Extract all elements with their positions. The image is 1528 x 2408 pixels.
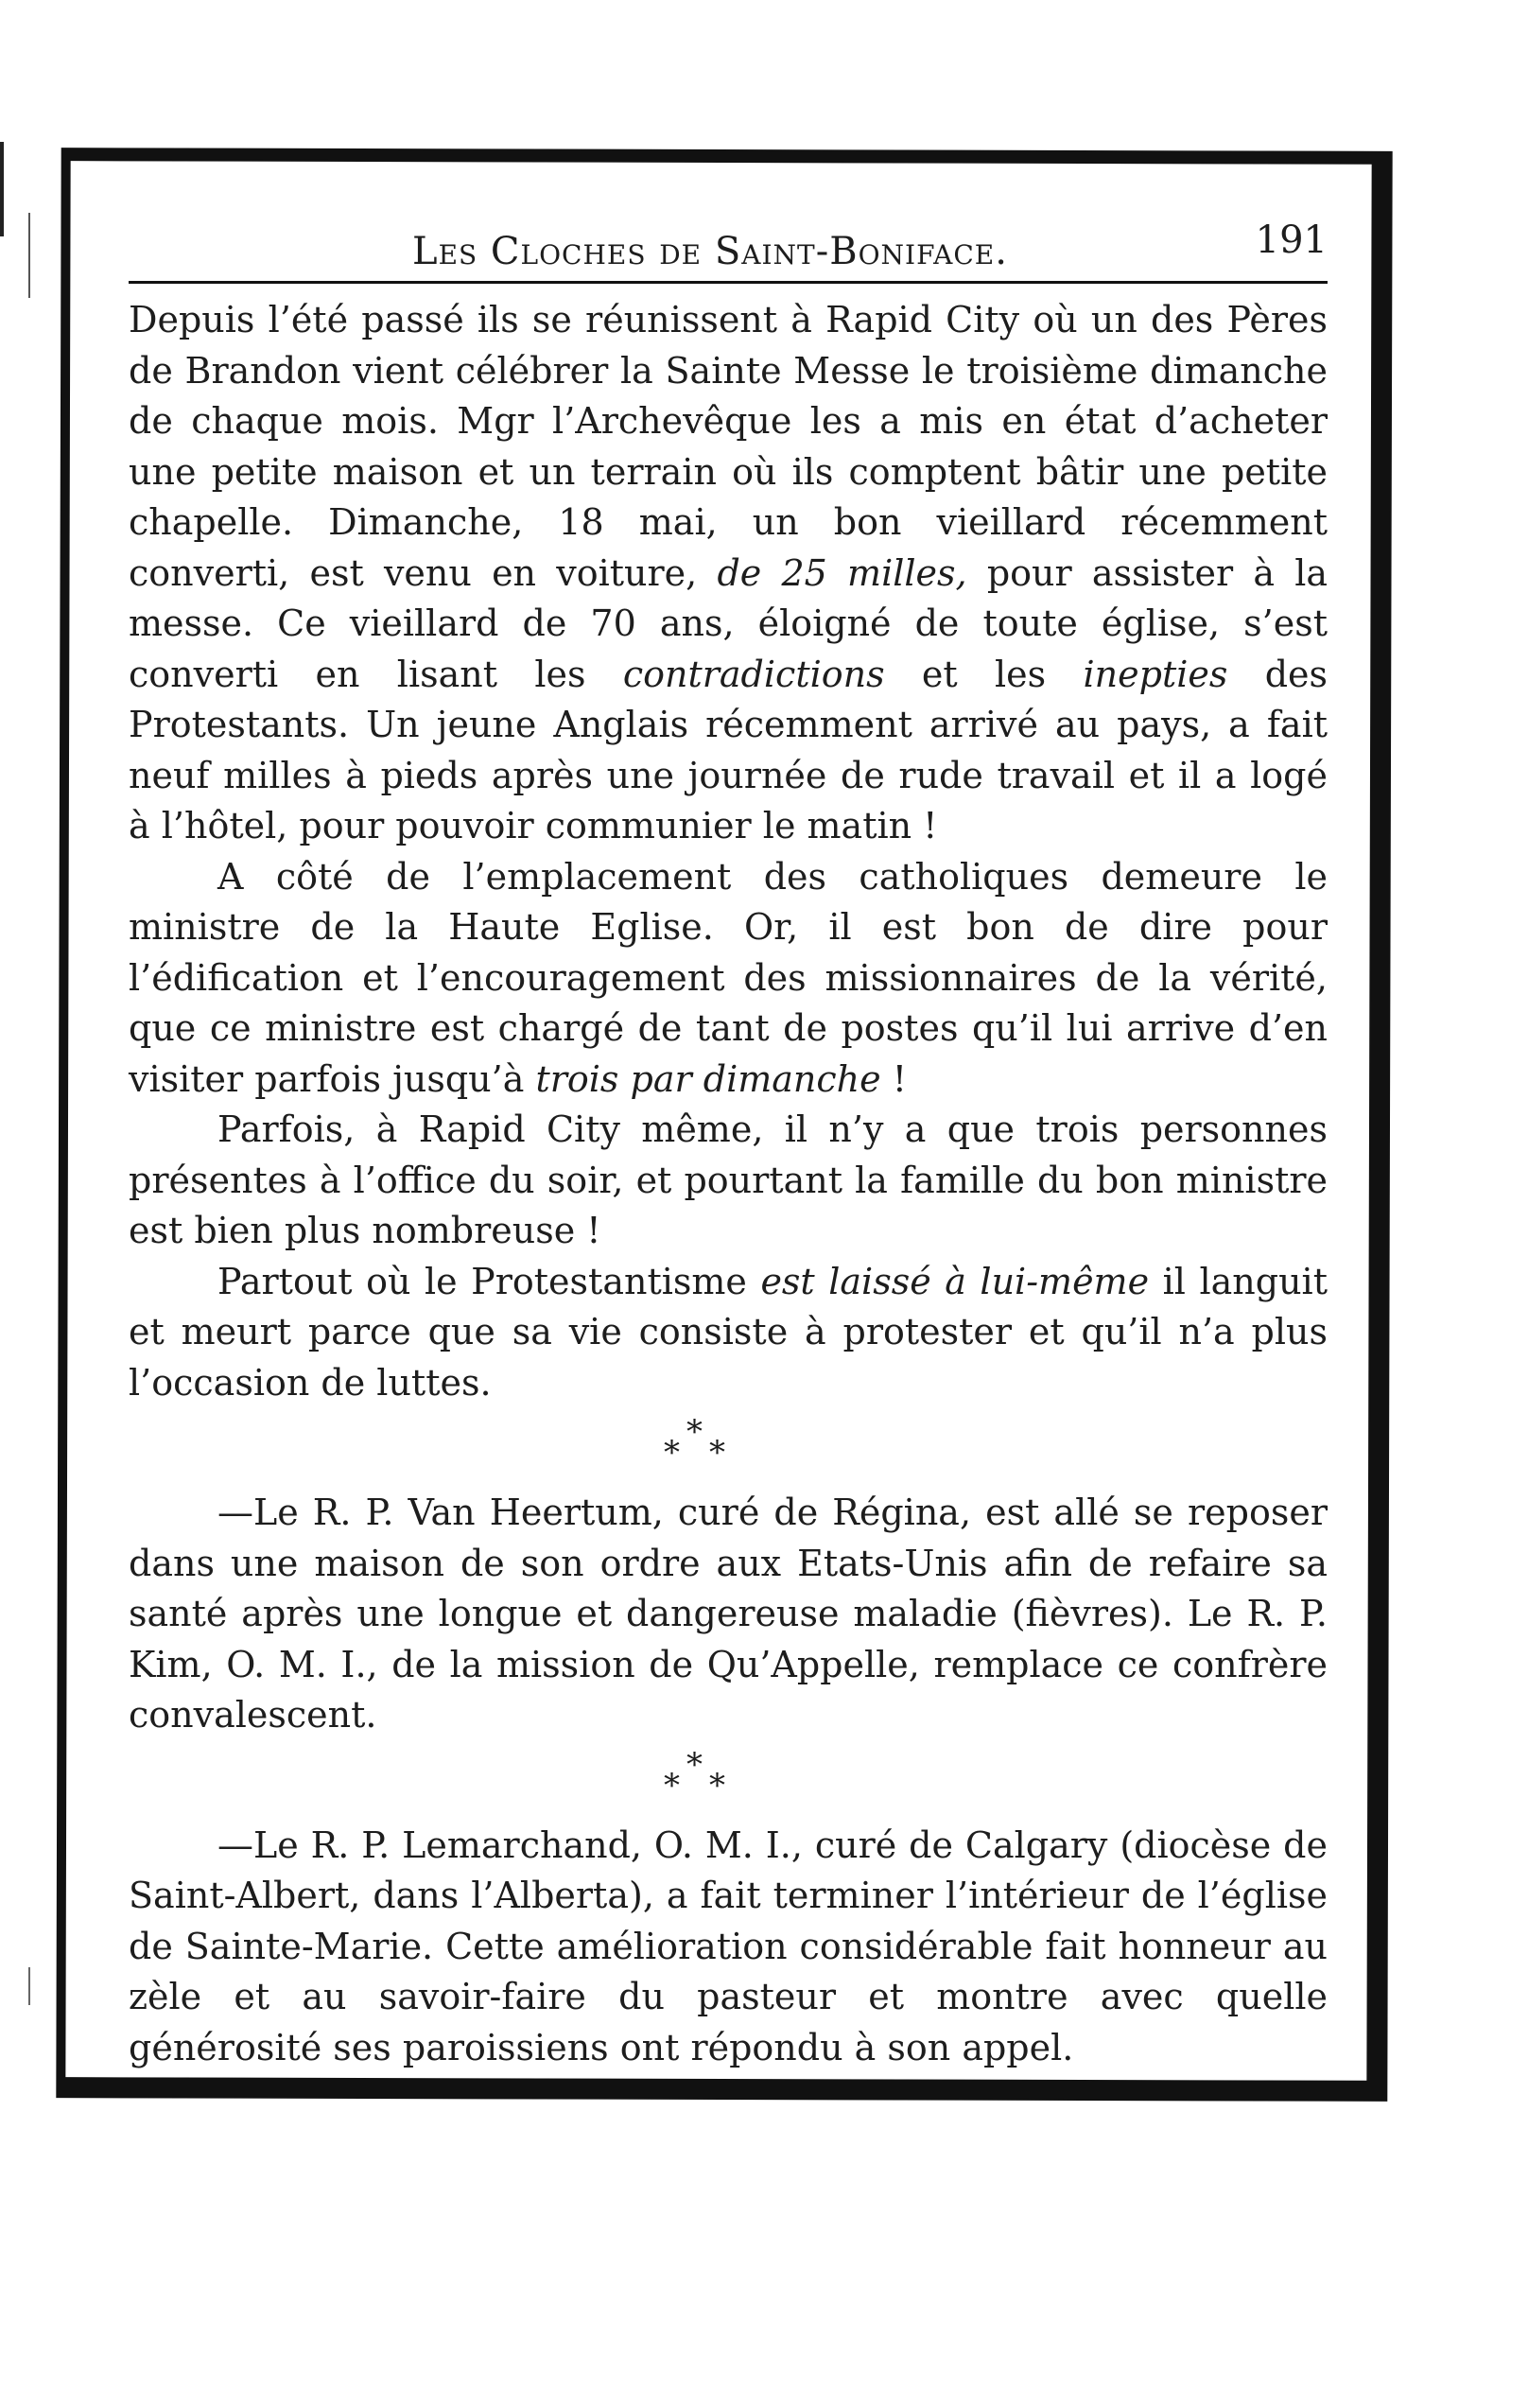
paragraph-text: il languit et meurt parce que sa vie consiste à protester et qu’il n’a plus l’occasion de luttes. (129, 1260, 1328, 1404)
paragraph-haute-eglise (129, 852, 1328, 1106)
asterism-star: * (709, 1766, 725, 1805)
asterism-star: * (686, 1413, 703, 1451)
italic-phrase: trois par dimanche (535, 1057, 881, 1100)
paragraph-text: Depuis l’été passé ils se réunissent à Rapid City où un des Pères de Brandon vient célébrer la Sainte Messe le troisième dimanche de chaque mois. Mgr l’Archevêque les a mis en état d’acheter une petite maison et un terrain où ils comptent bâtir une petite chapelle. Dimanche, 18 mai, un bon vieillard récemment converti, est venu en voiture, (129, 299, 1328, 594)
running-header (129, 213, 1328, 281)
asterism-star: * (686, 1745, 703, 1784)
paragraph-text: A côté de l’emplacement des catholiques demeure le ministre de la Haute Eglise. Or, il est bon de dire pour l’édification et l’encouragement des missionnaires de la vérité, que ce ministre est chargé de tant de postes qu’il lui arrive d’en visiter parfois jusqu’à (129, 855, 1328, 1100)
paragraph-text: des Protestants. Un jeune Anglais récemment arrivé au pays, a fait neuf milles à pieds après une journée de rude travail et il a logé à l’hôtel, pour pouvoir communier le matin ! (129, 653, 1328, 846)
italic-phrase: de 25 milles, (717, 551, 967, 594)
asterism-star: * (709, 1434, 725, 1472)
scan-edge-mark (0, 142, 4, 236)
scan-edge-mark (28, 1967, 30, 2005)
italic-phrase: inepties (1083, 653, 1228, 695)
paragraph-text: ! (880, 1057, 907, 1100)
paragraph-van-heertum: —Le R. P. Van Heertum, curé de Régina, est allé se reposer dans une maison de son ordre aux Etats-Unis afin de refaire sa santé après une longue et dangereuse maladie (fièvres). Le R. P. Kim, O. M. I., de la mission de Qu’Appelle, remplace ce confrère convalescent. (129, 1492, 1328, 1736)
paragraph-text: pour assister à la messe. Ce vieillard de 70 ans, éloigné de toute église, s’est converti en lisant les (129, 551, 1328, 695)
page-content (129, 213, 1328, 2073)
paragraph-protestantisme (129, 1257, 1328, 1409)
scan-edge-mark (28, 213, 30, 298)
paragraph-office-du-soir: Parfois, à Rapid City même, il n’y a que trois personnes présentes à l’office du soir, et pourtant la famille du bon ministre est bien plus nombreuse ! (129, 1108, 1328, 1251)
italic-phrase: contradictions (622, 653, 885, 695)
asterism-star: * (664, 1766, 680, 1805)
asterism-star: * (664, 1434, 680, 1472)
paragraph-text: et les (884, 653, 1084, 695)
asterism-separator (129, 1408, 1328, 1488)
italic-phrase: est laissé à lui-même (760, 1260, 1150, 1302)
paragraph-text: Partout où le Protestantisme (217, 1260, 761, 1302)
running-header-title: Les Cloches de Saint-Boniface. (412, 230, 1008, 273)
paragraph-rapid-city (129, 295, 1328, 852)
header-rule (129, 281, 1328, 284)
paragraph-lemarchand: —Le R. P. Lemarchand, O. M. I., curé de Calgary (diocèse de Saint-Albert, dans l’Alberta), a fait terminer l’intérieur de l’église de Sainte-Marie. Cette amélioration considérable fait honneur au zèle et au savoir-faire du pasteur et montre avec quelle générosité ses paroissiens ont répondu à son appel. (129, 1823, 1328, 2068)
page-number: 191 (1255, 218, 1328, 262)
asterism-separator (129, 1741, 1328, 1821)
